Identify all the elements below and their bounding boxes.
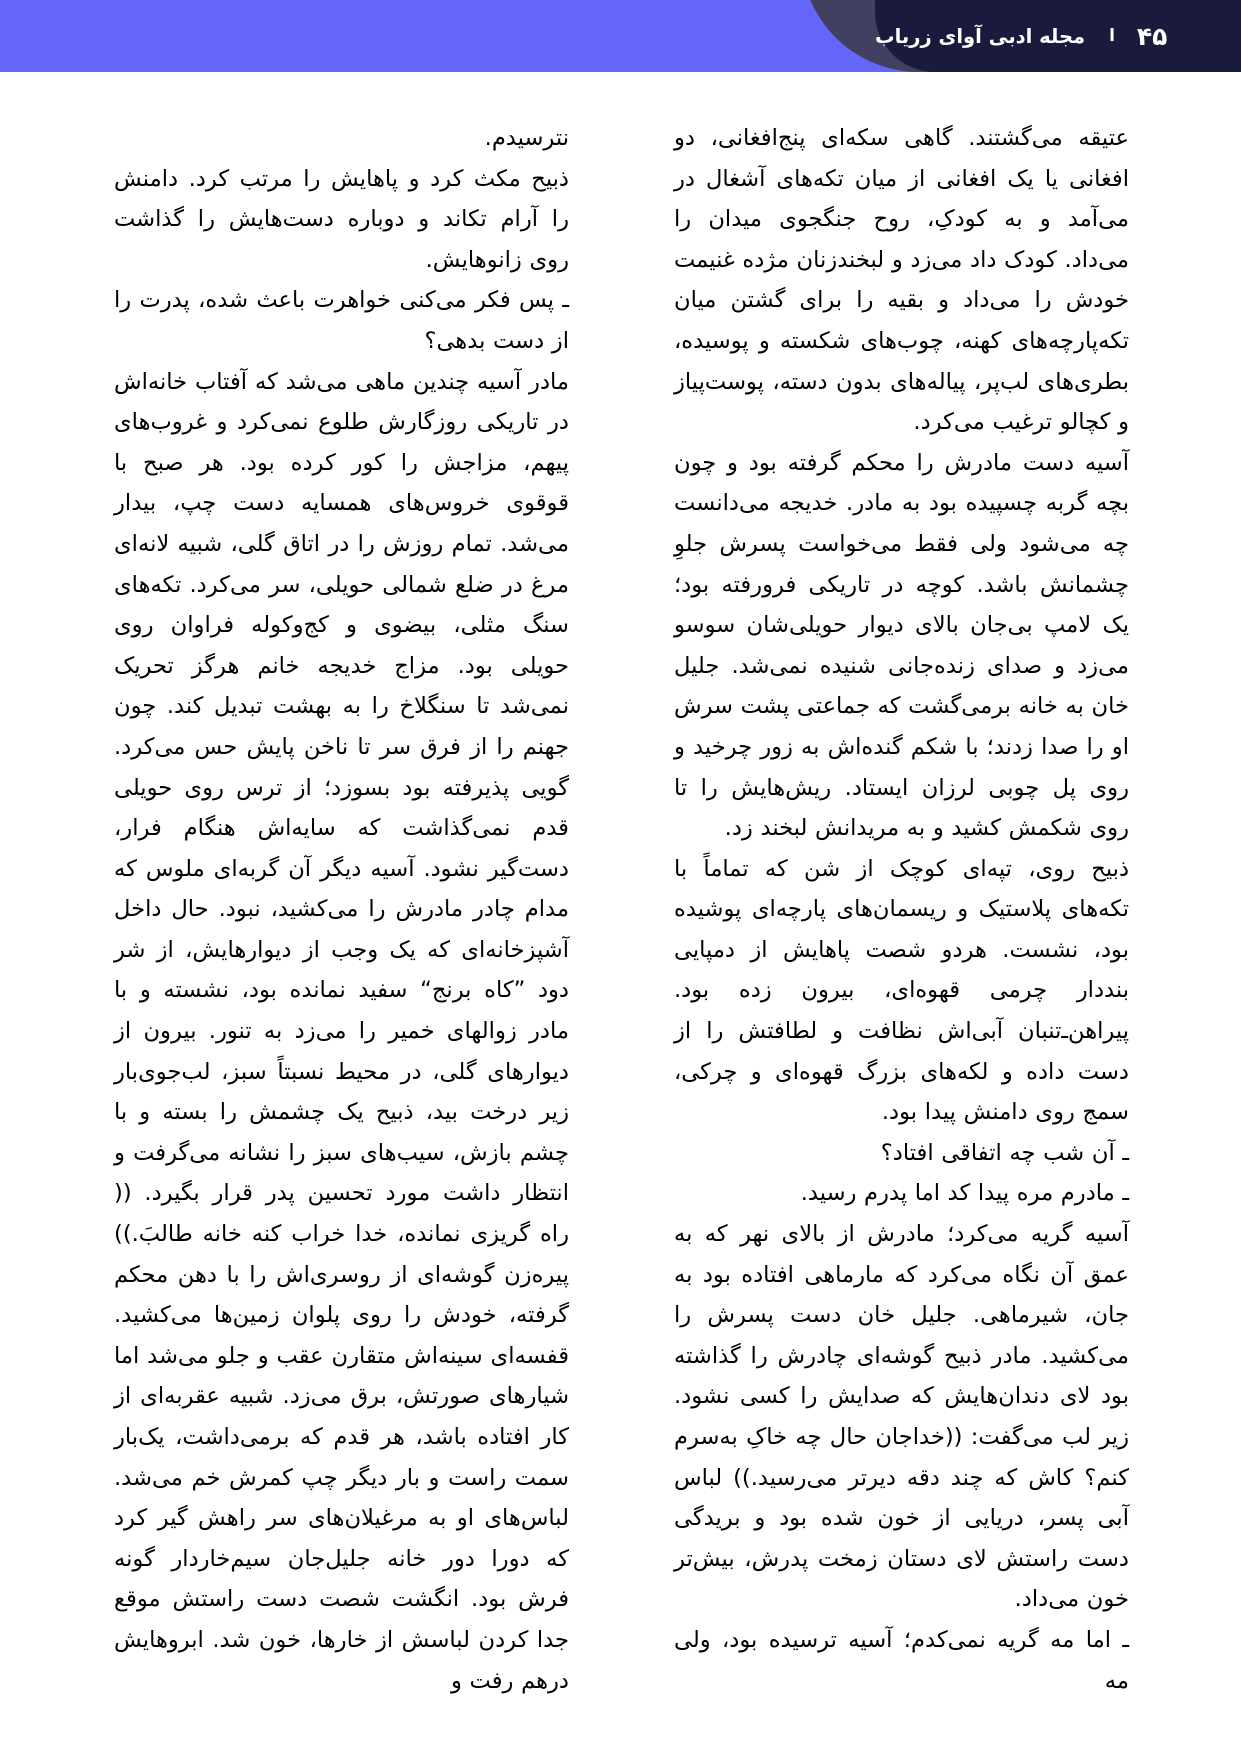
paragraph: آسیه دست مادرش را محکم گرفته بود و چون بچه گربه چسپیده بود به مادر. خدیجه می‌دانست چه می‌شود ولی فقط می‌خواست پسرش جلوِ چشمانش باشد. کوچه در تاریکی فرورفته بود؛ یک لامپ بی‌جان بالای دیوار حویلی‌شان سوسو می‌زد و صدای زنده‌جانی شنیده نمی‌شد. جلیل خان به خانه برمی‌گشت که جماعتی پشت سرش او را صدا زدند؛ با شکم گنده‌اش به زور چرخید و روی پل چوبی لرزان ایستاد. ریش‌هایش را تا روی شکمش کشید و به مریدانش لبخند زد. — [674, 449, 1129, 842]
text-column-left — [114, 118, 569, 1718]
dialogue-line: ـ پس فکر می‌کنی خواهرت باعث شده، پدرت را از دست بدهی؟ — [114, 287, 569, 354]
dialogue-line: ـ مادرم مره پیدا کد اما پدرم رسید. — [800, 1180, 1129, 1207]
page-number: ۴۵ — [1136, 21, 1168, 51]
paragraph: آسیه گریه می‌کرد؛ مادرش از بالای نهر که به عمق آن نگاه می‌کرد که مارماهی افتاده بود به جان، شیرماهی. جلیل خان دست پسرش را می‌کشید. مادر ذبیح گوشه‌ای چادرش را گذاشته بود لای دندان‌هایش که صدایش را کسی نشود. زیر لب می‌گفت: ((خداجان حال چه خاکِ به‌سرم کنم؟ کاش که چند دقه دیرتر می‌رسید.)) لباس آبی پسر، دریایی از خون شده بود و بریدگی دست راستش لای دستان زمخت پدرش، بیش‌تر خون می‌داد. — [674, 1221, 1129, 1613]
text-column-right — [674, 118, 1129, 1718]
paragraph: مادر آسیه چندین ماهی می‌شد که آفتاب خانه‌اش در تاریکی روزگارش طلوع نمی‌کرد و غروب‌های پیهم، مزاجش را کور کرده بود. هر صبح با قوقوی خروس‌های همسایه دست چپ، بیدار می‌شد. تمام روزش را در اتاق گلی، شبیه لانه‌ای مرغ در ضلع شمالی حویلی، سر می‌کرد. تکه‌های سنگ مثلی، بیضوی و کج‌وکوله فراوان روی حویلی بود. مزاج خدیجه خانم هرگز تحریک نمی‌شد تا سنگلاخ را به بهشت تبدیل کند. چون جهنم را از فرق سر تا ناخن پایش حس می‌کرد. گویی پذیرفته بود بسوزد؛ از ترس روی حویلی قدم نمی‌گذاشت که سایه‌اش هنگام فرار، دست‌گیر نشود. آسیه دیگر آن گربه‌ای ملوس که مدام چادر مادرش را می‌کشید، نبود. حال داخل آشپزخانه‌ای که یک وجب از دیوارهایش، از شر دود ”کاه برنج“ سفید نمانده بود، نشسته و با مادر زوالهای خمیر را می‌زد به تنور. بیرون از دیوارهای گلی، در محیط نسبتاً سبز، لب‌جوی‌بار زیر درخت بید، ذبیح یک چشمش را بسته و با چشم بازش، سیب‌های سبز را نشانه می‌گرفت و انتظار داشت مورد تحسین پدر قرار بگیرد. (( راه گریزی نمانده، خدا خراب کنه خانه طالبَ.)) پیره‌زن گوشه‌ای از روسری‌اش را با دهن محکم گرفته، خودش را روی پلوان زمین‌ها می‌کشید. قفسه‌ای سینه‌اش متقارن عقب و جلو می‌شد اما شیارهای صورتش، برق می‌زد. شبیه عقربه‌ای از کار افتاده باشد، هر قدم که برمی‌داشت، یک‌بار سمت راست و بار دیگر چپ کمرش خم می‌شد. لباس‌های او به مرغیلان‌های سر راهش گیر کرد که دورا دور خانه جلیل‌جان سیم‌خاردار گونه فرش بود. انگشت شصت دست راستش موقع جدا کردن لباسش از خارها، خون شد. ابروهایش درهم رفت و — [114, 368, 569, 1694]
paragraph: ذبیح روی، تپه‌ای کوچک از شن که تماماً با تکه‌های پلاستیک و ریسمان‌های پارچه‌ای پوشیده بود، نشست. هردو شصت پاهایش از دمپایی بنددار چرمی قهوه‌ای، بیرون زده بود. پیراهن‌ـ‌تنبان آبی‌اش نظافت و لطافتش را از دست داده و لکه‌های بزرگ قهوه‌ای و چرکی، سمج روی دامنش پیدا بود. — [674, 855, 1129, 1126]
paragraph: ذبیح مکث کرد و پاهایش را مرتب کرد. دامنش را آرام تکاند و دوباره دست‌هایش را گذاشت روی زانوهایش. — [114, 165, 569, 273]
dialogue-line: ـ اما مه گریه نمی‌کدم؛ آسیه ترسیده بود، ولی مه — [674, 1626, 1129, 1694]
masthead-content — [875, 0, 1241, 72]
paragraph: عتیقه می‌گشتند. گاهی سکه‌ای پنج‌افغانی، دو افغانی یا یک افغانی از میان تکه‌های آشغال در می‌آمد و به کودکِ، روح جنگجوی میدان را می‌داد. کودک داد می‌زد و لبخندزنان مژده غنیمت خودش را می‌داد و بقیه را برای گشتن میان تکه‌پارچه‌های کهنه، چوب‌های شکسته و پوسیده، بطری‌های لب‌پر، پیاله‌های بدون دسته، پوست‌پیاز و کچالو ترغیب می‌کرد. — [674, 125, 1129, 436]
page-masthead — [0, 0, 1241, 72]
page-body — [0, 118, 1241, 1718]
masthead-separator: ا — [1109, 26, 1115, 46]
paragraph: نترسیدم. — [484, 125, 569, 151]
dialogue-line: ـ آن شب چه اتفاقی افتاد؟ — [880, 1139, 1129, 1166]
magazine-title: مجله ادبی آوای زریاب — [875, 24, 1086, 48]
